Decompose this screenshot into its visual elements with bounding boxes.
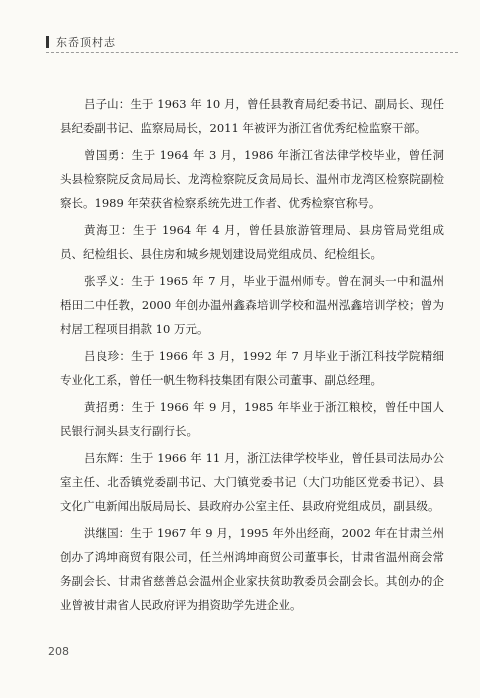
biography-entry-lv-donghui: 吕东辉：生于 1966 年 11 月，浙江法律学校毕业，曾任县司法局办公室主任、北岙镇党委副书记、大门镇党委书记（大门功能区党委书记）、县文化广电新闻出版局局长、县政府办公室主任、县政府党组成员，副县级。 [60, 451, 444, 513]
header-divider [46, 52, 458, 53]
header-bar-mark [46, 36, 49, 48]
biography-entry-lv-zishan: 吕子山：生于 1963 年 10 月，曾任县教育局纪委书记、副局长、现任县纪委副书记、监察局局长，2011 年被评为浙江省优秀纪检监察干部。 [60, 97, 444, 135]
biography-entry-zhang-fuyi: 张孚义：生于 1965 年 7 月，毕业于温州师专。曾在洞头一中和温州梧田二中任教，2000 年创办温州鑫森培训学校和温州泓鑫培训学校；曾为村居工程项目捐款 10 万元。 [60, 274, 444, 336]
running-header [46, 34, 116, 50]
biography-entry-hong-jiguo: 洪继国：生于 1967 年 9 月，1995 年外出经商，2002 年在甘肃兰州创办了鸿坤商贸有限公司，任兰州鸿坤商贸公司董事长，甘肃省温州商会常务副会长、甘肃省慈善总会温州企业家扶贫助教委员会副会长。其创办的企业曾被甘肃省人民政府评为捐资助学先进企业。 [60, 526, 444, 612]
biography-list [60, 92, 444, 620]
header-title: 东岙顶村志 [56, 36, 116, 49]
biography-entry-zeng-guoyong: 曾国勇：生于 1964 年 3 月，1986 年浙江省法律学校毕业，曾任洞头县检察院反贪局局长、龙湾检察院反贪局局长、温州市龙湾区检察院副检察长。1989 年荣获省检察系统先进工作者、优秀检察官称号。 [60, 148, 444, 210]
biography-entry-huang-haiwei: 黄海卫：生于 1964 年 4 月，曾任县旅游管理局、县房管局党组成员、纪检组长、县住房和城乡规划建设局党组成员、纪检组长。 [60, 223, 444, 261]
biography-entry-huang-zhaoyong: 黄招勇：生于 1966 年 9 月，1985 年毕业于浙江粮校，曾任中国人民银行洞头县支行副行长。 [60, 400, 444, 438]
biography-entry-lv-liangzhen: 吕良珍：生于 1966 年 3 月，1992 年 7 月毕业于浙江科技学院精细专业化工系，曾任一帆生物科技集团有限公司董事、副总经理。 [60, 349, 444, 387]
page-number: 208 [48, 645, 69, 658]
